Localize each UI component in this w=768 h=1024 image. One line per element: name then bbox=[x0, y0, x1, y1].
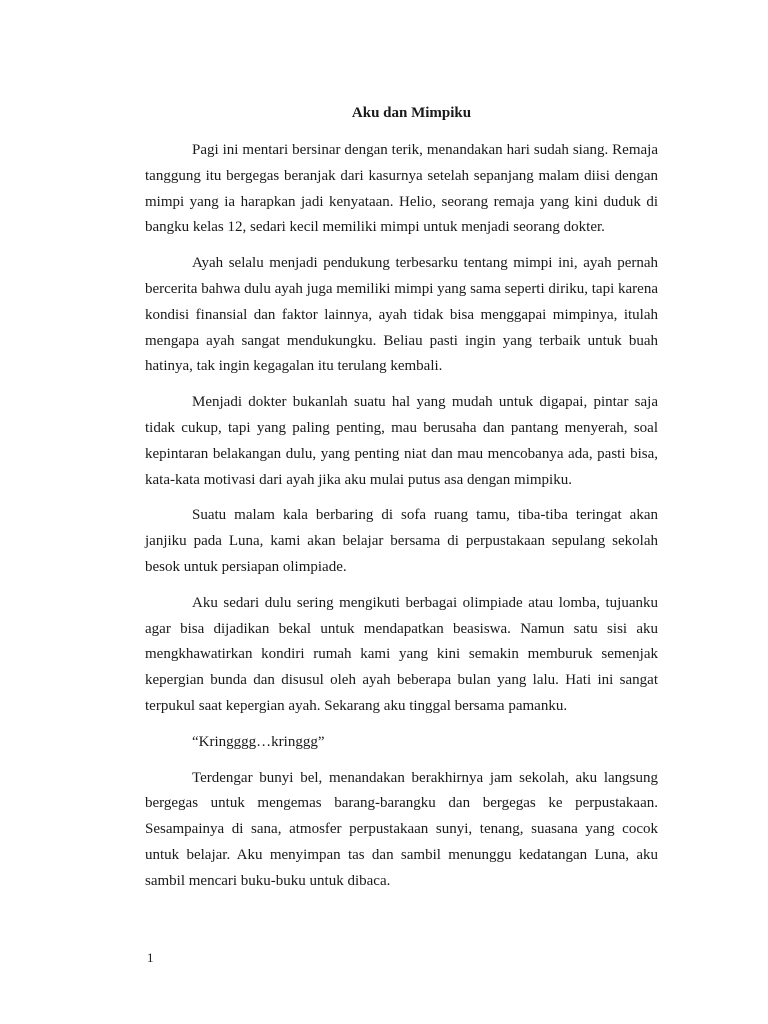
document-title: Aku dan Mimpiku bbox=[351, 105, 472, 121]
paragraph-5: Aku sedari dulu sering mengikuti berbagai olimpiade atau lomba, tujuanku agar bisa dijadikan bekal untuk mendapatkan beasiswa. Namun satu sisi aku mengkhawatirkan kondiri rumah kami yang kini semakin memburuk semenjak kepergian bunda dan disusul oleh ayah beberapa bulan yang lalu. Hati ini sangat terpukul saat kepergian ayah. Sekarang aku tinggal bersama pamanku. bbox=[145, 594, 658, 714]
page-number: 1 bbox=[147, 950, 154, 965]
paragraph-2: Ayah selalu menjadi pendukung terbesarku tentang mimpi ini, ayah pernah bercerita bahwa dulu ayah juga memiliki mimpi yang sama seperti diriku, tapi karena kondisi finansial dan faktor lainnya, ayah tidak bisa menggapai mimpinya, itulah mengapa ayah sangat mendukungku. Beliau pasti ingin yang terbaik untuk buah hatinya, tak ingin kegagalan itu terulang kembali. bbox=[145, 255, 658, 375]
paragraph-6-dialogue: “Kringggg…kringgg” bbox=[192, 733, 325, 750]
paragraph-1: Pagi ini mentari bersinar dengan terik, menandakan hari sudah siang. Remaja tanggung itu bergegas beranjak dari kasurnya setelah sepanjang malam diisi dengan mimpi yang ia harapkan jadi kenyataan. Helio, seorang remaja yang kini duduk di bangku kelas 12, sedari kecil memiliki mimpi untuk menjadi seorang dokter. bbox=[145, 142, 658, 236]
paragraph-3: Menjadi dokter bukanlah suatu hal yang mudah untuk digapai, pintar saja tidak cukup, tapi yang paling penting, mau berusaha dan pantang menyerah, soal kepintaran belakangan dulu, yang penting niat dan mau mencobanya ada, pasti bisa, kata-kata motivasi dari ayah jika aku mulai putus asa dengan mimpiku. bbox=[145, 394, 658, 488]
document-body bbox=[145, 103, 658, 905]
paragraph-7: Terdengar bunyi bel, menandakan berakhirnya jam sekolah, aku langsung bergegas untuk mengemas barang-barangku dan bergegas ke perpustakaan. Sesampainya di sana, atmosfer perpustakaan sunyi, tenang, suasana yang cocok untuk belajar. Aku menyimpan tas dan sambil menunggu kedatangan Luna, aku sambil mencari buku-buku untuk dibaca. bbox=[145, 769, 658, 889]
paragraph-4: Suatu malam kala berbaring di sofa ruang tamu, tiba-tiba teringat akan janjiku pada Luna, kami akan belajar bersama di perpustakaan sepulang sekolah besok untuk persiapan olimpiade. bbox=[145, 507, 658, 575]
